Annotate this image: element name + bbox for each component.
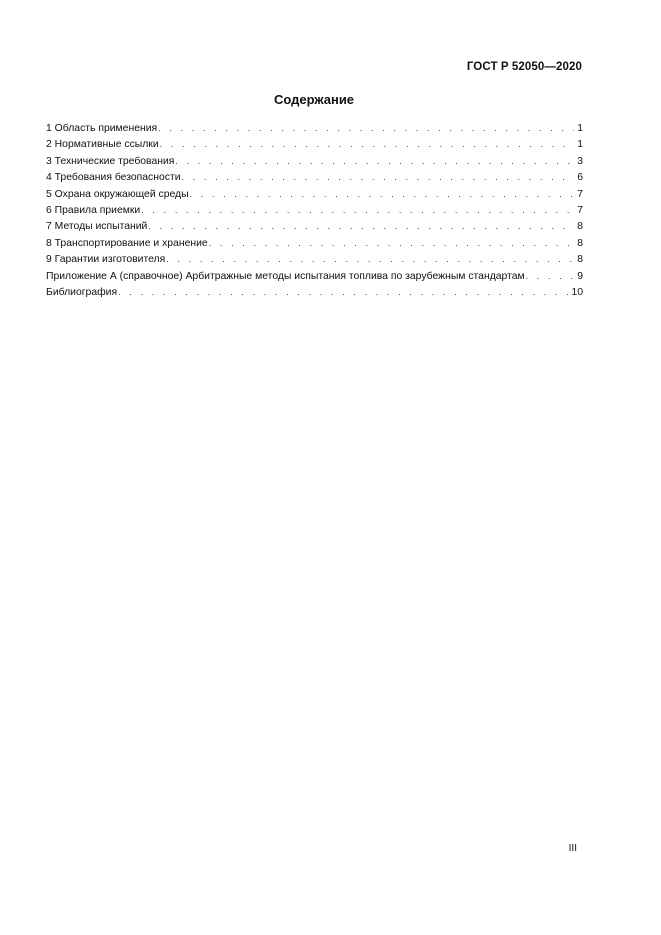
toc-entry-label: 3 Технические требования [46,155,175,167]
toc-entry-normative-references[interactable] [46,136,583,152]
toc-entry-label: Приложение А (справочное) Арбитражные методы испытания топлива по зарубежным стандартам [46,270,525,282]
toc-dot-leader [118,284,568,300]
toc-entry-label: 2 Нормативные ссылки [46,139,159,151]
toc-entry-label: 1 Область применения [46,123,158,134]
toc-entry-technical-requirements[interactable] [46,153,583,169]
toc-title: Содержание [273,92,355,107]
toc-entry-label: 6 Правила приемки [46,204,141,216]
page-number: III [568,843,577,854]
toc-dot-leader [175,153,574,169]
toc-entry-safety-requirements[interactable] [46,169,583,185]
toc-entry-page: 1 [577,123,583,134]
toc-entry-page: 7 [577,204,583,216]
toc-dot-leader [141,202,574,218]
toc-entry-page: 8 [577,221,583,233]
toc-dot-leader [160,136,575,152]
toc-dot-leader [526,268,575,284]
toc-entry-label: 8 Транспортирование и хранение [46,237,208,249]
toc-dot-leader [166,251,574,267]
table-of-contents [46,120,583,300]
toc-entry-page: 7 [577,188,583,200]
toc-entry-label: Библиография [46,286,118,298]
toc-entry-appendix-a[interactable] [46,268,583,284]
toc-entry-transportation-storage[interactable] [46,235,583,251]
toc-entry-label: 4 Требования безопасности [46,172,181,184]
toc-entry-bibliography[interactable] [46,284,583,300]
toc-entry-acceptance-rules[interactable] [46,202,583,218]
toc-entry-page: 6 [577,172,583,184]
toc-dot-leader [158,120,574,136]
toc-entry-page: 10 [571,286,583,298]
toc-dot-leader [190,186,575,202]
toc-entry-page: 9 [577,270,583,282]
toc-entry-label: 5 Охрана окружающей среды [46,188,189,200]
toc-entry-label: 9 Гарантии изготовителя [46,254,166,266]
toc-entry-label: 7 Методы испытаний [46,221,148,233]
toc-entry-manufacturer-warranty[interactable] [46,251,583,267]
toc-entry-page: 3 [577,155,583,167]
toc-entry-environmental-protection[interactable] [46,186,583,202]
toc-entry-page: 1 [577,139,583,151]
toc-dot-leader [148,218,574,234]
toc-entry-test-methods[interactable] [46,218,583,234]
document-code: ГОСТ Р 52050—2020 [466,61,582,73]
toc-entry-page: 8 [577,237,583,249]
toc-dot-leader [182,169,575,185]
toc-dot-leader [209,235,575,251]
toc-entry-scope[interactable] [46,120,583,136]
toc-entry-page: 8 [577,254,583,266]
